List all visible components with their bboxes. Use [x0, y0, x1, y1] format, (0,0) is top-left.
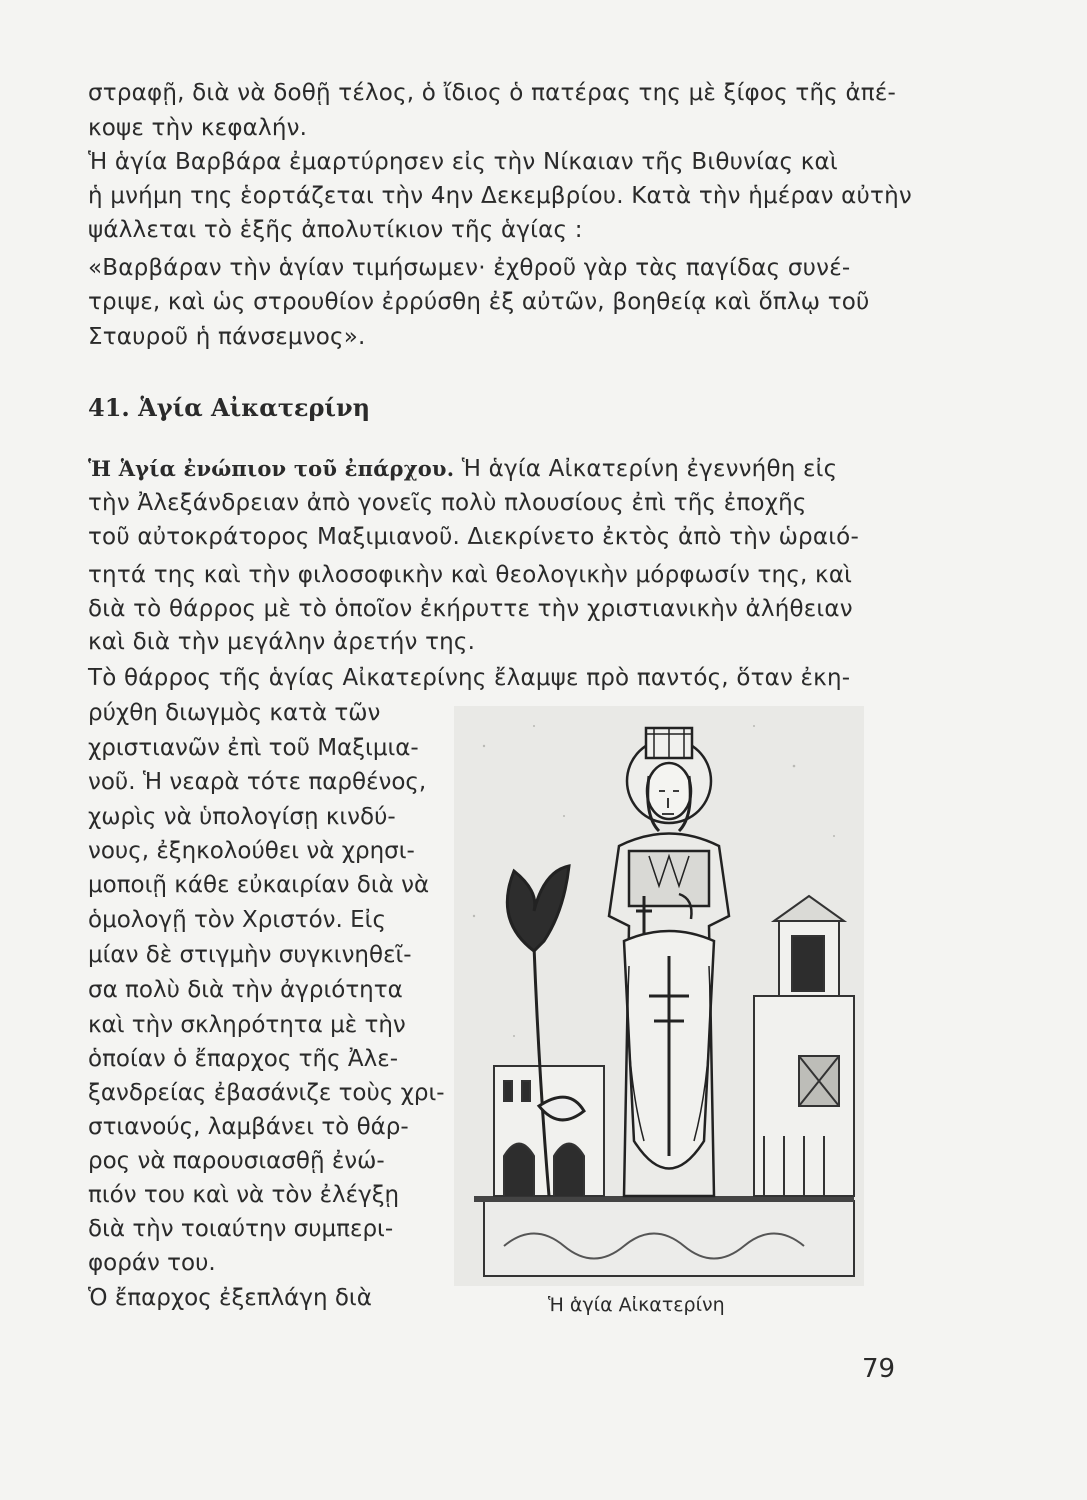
text-line: ὁμολογῇ τὸν Χριστόν. Εἰς	[88, 907, 386, 933]
text-line: νους, ἐξηκολούθει νὰ χρησι-	[88, 838, 415, 864]
figure-caption-visible: Ἡ ἁγία Αἰκατερίνη	[548, 1294, 725, 1316]
text-line: νοῦ. Ἡ νεαρὰ τότε παρθένος,	[88, 769, 427, 795]
text-line: καὶ διὰ τὴν μεγάλην ἀρετήν της.	[88, 629, 476, 655]
text-line: χωρὶς νὰ ὑπολογίσῃ κινδύ-	[88, 804, 396, 830]
city-buildings-left	[494, 1066, 604, 1196]
text-line: Σταυροῦ ἡ πάνσεμνος».	[88, 324, 366, 350]
text-line: κοψε τὴν κεφαλήν.	[88, 115, 308, 141]
text-line: τριψε, καὶ ὡς στρουθίον ἐρρύσθη ἐξ αὐτῶν, βοηθείᾳ καὶ ὅπλῳ τοῦ	[88, 289, 870, 315]
text-line: τοῦ αὐτοκράτορος Μαξιμιανοῦ. Διεκρίνετο ἐκτὸς ἀπὸ τὴν ὡραιό-	[88, 524, 859, 550]
text-line: ὁποίαν ὁ ἔπαρχος τῆς Ἀλε-	[88, 1046, 398, 1072]
text-line: σα πολὺ διὰ τὴν ἀγριότητα	[88, 977, 403, 1003]
text-line: στραφῇ, διὰ νὰ δοθῇ τέλος, ὁ ἴδιος ὁ πατέρας της μὲ ξίφος τῆς ἀπέ-	[88, 80, 896, 106]
paragraph-lead: Ἡ Ἁγία ἐνώπιον τοῦ ἐπάρχου.	[88, 456, 455, 481]
text-line: πιόν του καὶ νὰ τὸν ἐλέγξῃ	[88, 1182, 400, 1208]
text-line: ρύχθη διωγμὸς κατὰ τῶν	[88, 700, 381, 726]
page-number: 79	[862, 1354, 896, 1384]
text-line: διὰ τὸ θάρρος μὲ τὸ ὁποῖον ἐκήρυττε τὴν χριστιανικὴν ἀλήθειαν	[88, 596, 853, 622]
text-line: «Βαρβάραν τὴν ἁγίαν τιμήσωμεν· ἐχθροῦ γὰρ τὰς παγίδας συνέ-	[88, 255, 851, 281]
section-heading: 41. Ἁγία Αἰκατερίνη	[88, 393, 371, 422]
text-line: Ὁ ἔπαρχος ἐξεπλάγη διὰ	[88, 1285, 372, 1311]
text-line: Ἡ ἁγία Βαρβάρα ἐμαρτύρησεν εἰς τὴν Νίκαιαν τῆς Βιθυνίας καὶ	[88, 149, 838, 175]
text-line: χριστιανῶν ἐπὶ τοῦ Μαξιμια-	[88, 735, 419, 761]
text-line: καὶ τὴν σκληρότητα μὲ τὴν	[88, 1012, 406, 1038]
text-line: ἡ μνήμη της ἑορτάζεται τὴν 4ην Δεκεμβρίου. Κατὰ τὴν ἡμέραν αὐτὴν	[88, 183, 912, 209]
text-line: διὰ τὴν τοιαύτην συμπερι-	[88, 1216, 394, 1242]
text-line: μίαν δὲ στιγμὴν συγκινηθεῖ-	[88, 942, 412, 968]
text-span: Ἡ ἁγία Αἰκατερίνη ἐγεννήθη εἰς	[454, 456, 838, 482]
text-line: ρος νὰ παρουσιασθῇ ἐνώ-	[88, 1148, 385, 1174]
text-line: ψάλλεται τὸ ἑξῆς ἀπολυτίκιον τῆς ἁγίας :	[88, 217, 583, 243]
text-line: ξανδρείας ἐβασάνιζε τοὺς χρι-	[88, 1080, 445, 1106]
saint-catherine-illustration	[454, 706, 864, 1286]
text-line: τὴν Ἀλεξάνδρειαν ἀπὸ γονεῖς πολὺ πλουσίους ἐπὶ τῆς ἐποχῆς	[88, 490, 807, 516]
ornament-base	[484, 1201, 854, 1276]
text-line: φοράν του.	[88, 1250, 216, 1276]
text-line: Τὸ θάρρος τῆς ἁγίας Αἰκατερίνης ἔλαμψε πρὸ παντός, ὅταν ἐκη-	[88, 665, 851, 691]
text-line: τητά της καὶ τὴν φιλοσοφικὴν καὶ θεολογικὴν μόρφωσίν της, καὶ	[88, 562, 853, 588]
paragraph-first-line	[88, 454, 837, 484]
text-line: μοποιῇ κάθε εὐκαιρίαν διὰ νὰ	[88, 872, 430, 898]
text-line: στιανούς, λαμβάνει τὸ θάρ-	[88, 1114, 409, 1140]
